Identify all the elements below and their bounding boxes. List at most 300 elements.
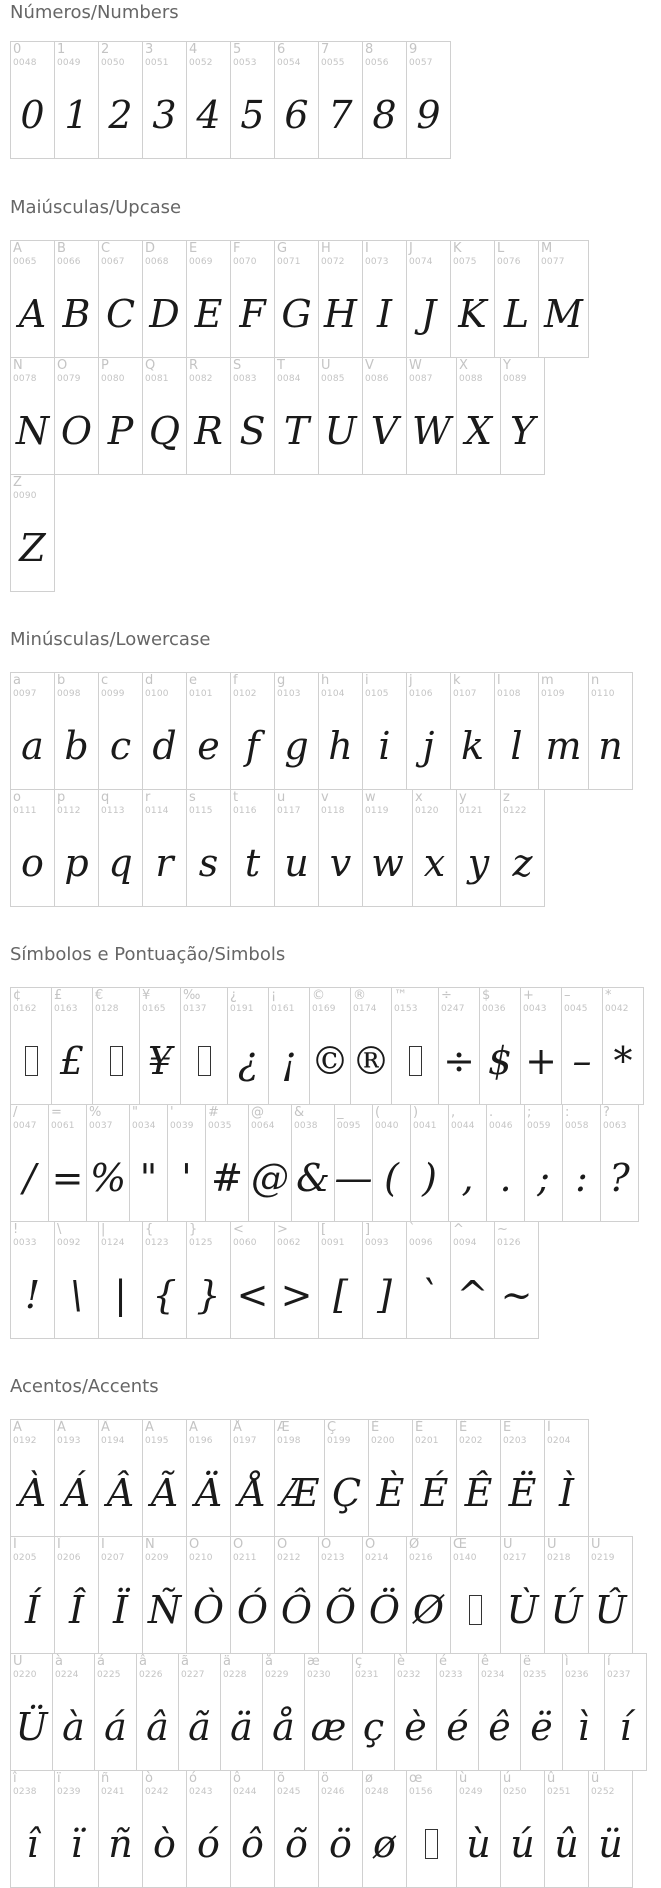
glyph-cell bbox=[248, 1104, 292, 1222]
glyph-preview: Û bbox=[594, 1588, 627, 1632]
glyph-code-label: 0058 bbox=[565, 1121, 589, 1131]
glyph-code-label: 0055 bbox=[321, 58, 345, 68]
glyph-preview: \ bbox=[70, 1273, 83, 1317]
glyph-character-label: j bbox=[409, 673, 413, 688]
glyph-code-label: 0065 bbox=[13, 257, 37, 267]
glyph-cell bbox=[450, 1221, 495, 1339]
glyph-character-label: u bbox=[277, 790, 286, 805]
glyph-character-label: 4 bbox=[189, 42, 198, 57]
glyph-cell bbox=[142, 1770, 187, 1888]
glyph-character-label: á bbox=[97, 1654, 105, 1669]
glyph-code-label: 0033 bbox=[13, 1238, 37, 1248]
glyph-code-label: 0237 bbox=[607, 1670, 631, 1680]
glyph-cell bbox=[588, 672, 633, 790]
glyph-code-label: 0163 bbox=[54, 1004, 78, 1014]
glyph-cell bbox=[262, 1653, 305, 1771]
glyph-character-label: n bbox=[591, 673, 600, 688]
glyph-preview: G bbox=[281, 292, 312, 336]
glyph-preview: I bbox=[376, 292, 392, 336]
glyph-character-label: + bbox=[523, 988, 534, 1003]
glyph-code-label: 0244 bbox=[233, 1787, 257, 1797]
glyph-code-label: 0108 bbox=[497, 689, 521, 699]
glyph-cell bbox=[51, 987, 93, 1105]
glyph-code-label: 0193 bbox=[57, 1436, 81, 1446]
glyph-preview: ! bbox=[24, 1273, 41, 1317]
glyph-code-label: 0059 bbox=[527, 1121, 551, 1131]
glyph-character-label: ‰ bbox=[183, 988, 201, 1003]
glyph-cell bbox=[10, 41, 55, 159]
glyph-cell bbox=[10, 357, 55, 475]
glyph-cell bbox=[178, 1653, 221, 1771]
glyph-cell bbox=[318, 1770, 363, 1888]
glyph-code-label: 0052 bbox=[189, 58, 213, 68]
glyph-preview: g bbox=[284, 724, 309, 768]
glyph-preview: E bbox=[194, 292, 223, 336]
glyph-cell bbox=[10, 1770, 55, 1888]
glyph-cell bbox=[10, 1536, 55, 1654]
glyph-code-label: 0126 bbox=[497, 1238, 521, 1248]
glyph-cell bbox=[324, 1419, 369, 1537]
glyph-code-label: 0075 bbox=[453, 257, 477, 267]
glyph-code-label: 0100 bbox=[145, 689, 169, 699]
glyph-cell bbox=[142, 357, 187, 475]
glyph-cell bbox=[98, 1221, 143, 1339]
glyph-cell bbox=[438, 987, 480, 1105]
glyph-code-label: 0077 bbox=[541, 257, 565, 267]
glyph-code-label: 0120 bbox=[415, 806, 439, 816]
glyph-character-label: A bbox=[13, 241, 22, 256]
glyph-character-label: £ bbox=[54, 988, 63, 1003]
glyph-preview: z bbox=[512, 841, 533, 885]
glyph-preview: ò bbox=[153, 1822, 176, 1866]
glyph-character-label: M bbox=[541, 241, 553, 256]
glyph-cell bbox=[54, 789, 99, 907]
glyph-preview: @ bbox=[251, 1156, 289, 1200]
glyph-cell bbox=[274, 357, 319, 475]
glyph-preview: . bbox=[499, 1156, 512, 1200]
glyph-code-label: 0205 bbox=[13, 1553, 37, 1563]
glyph-character-label: l bbox=[497, 673, 501, 688]
glyph-preview: Ñ bbox=[147, 1588, 182, 1632]
glyph-cell bbox=[230, 41, 275, 159]
glyph-character-label: Ï bbox=[101, 1537, 105, 1552]
glyph-cell bbox=[318, 41, 363, 159]
glyph-cell bbox=[54, 357, 99, 475]
glyph-code-label: 0174 bbox=[353, 1004, 377, 1014]
glyph-code-label: 0212 bbox=[277, 1553, 301, 1563]
glyph-cell bbox=[362, 357, 407, 475]
glyph-character-label: î bbox=[13, 1771, 17, 1786]
glyph-code-label: 0107 bbox=[453, 689, 477, 699]
glyph-character-label: @ bbox=[251, 1105, 264, 1120]
glyph-cell bbox=[274, 672, 319, 790]
glyph-character-label: ) bbox=[413, 1105, 419, 1120]
glyph-cell bbox=[98, 357, 143, 475]
glyph-character-label: © bbox=[312, 988, 325, 1003]
glyph-cell bbox=[186, 789, 231, 907]
glyph-cell bbox=[54, 672, 99, 790]
glyph-character-label: R bbox=[189, 358, 199, 373]
glyph-character-label: \ bbox=[57, 1222, 62, 1237]
glyph-character-label: | bbox=[101, 1222, 106, 1237]
glyph-cell bbox=[291, 1104, 335, 1222]
glyph-character-label: Œ bbox=[453, 1537, 467, 1552]
glyph-character-label: Ø bbox=[409, 1537, 420, 1552]
glyph-code-label: 0092 bbox=[57, 1238, 81, 1248]
glyph-character-label: H bbox=[321, 241, 331, 256]
glyph-character-label: U bbox=[321, 358, 331, 373]
glyph-cell bbox=[139, 987, 181, 1105]
glyph-cell bbox=[230, 357, 275, 475]
glyph-code-label: 0083 bbox=[233, 374, 257, 384]
glyph-code-label: 0239 bbox=[57, 1787, 81, 1797]
glyph-character-label: z bbox=[503, 790, 510, 805]
glyph-code-label: 0192 bbox=[13, 1436, 37, 1446]
glyph-preview: ü bbox=[598, 1822, 623, 1866]
missing-glyph-box-icon bbox=[181, 1030, 227, 1092]
glyph-cell bbox=[10, 672, 55, 790]
glyph-character-label: ç bbox=[355, 1654, 363, 1669]
glyph-code-label: 0195 bbox=[145, 1436, 169, 1446]
glyph-preview: Å bbox=[238, 1471, 267, 1515]
glyph-code-label: 0082 bbox=[189, 374, 213, 384]
glyph-cell bbox=[10, 1653, 53, 1771]
glyph-code-label: 0103 bbox=[277, 689, 301, 699]
glyph-preview: ë bbox=[530, 1705, 553, 1749]
glyph-character-label: T bbox=[277, 358, 285, 373]
glyph-cell bbox=[500, 1770, 545, 1888]
glyph-character-label: Ü bbox=[13, 1654, 23, 1669]
glyph-character-label: – bbox=[564, 988, 571, 1003]
glyph-cell bbox=[186, 1221, 231, 1339]
glyph-cell bbox=[486, 1104, 525, 1222]
glyph-character-label: Ä bbox=[189, 1420, 198, 1435]
glyph-character-label: N bbox=[13, 358, 23, 373]
glyph-cell bbox=[52, 1653, 95, 1771]
glyph-code-label: 0115 bbox=[189, 806, 213, 816]
glyph-character-label: ô bbox=[233, 1771, 241, 1786]
glyph-character-label: Ô bbox=[277, 1537, 288, 1552]
glyph-character-label: K bbox=[453, 241, 462, 256]
glyph-code-label: 0119 bbox=[365, 806, 389, 816]
glyph-preview: F bbox=[239, 292, 266, 336]
glyph-cell bbox=[334, 1104, 373, 1222]
glyph-code-label: 0038 bbox=[294, 1121, 318, 1131]
glyph-preview: p bbox=[64, 841, 89, 885]
glyph-code-label: 0109 bbox=[541, 689, 565, 699]
glyph-preview: Í bbox=[24, 1588, 40, 1632]
glyph-preview: ú bbox=[510, 1822, 535, 1866]
glyph-preview: Ù bbox=[506, 1588, 539, 1632]
glyph-preview: k bbox=[460, 724, 485, 768]
glyph-preview: W bbox=[411, 409, 452, 453]
glyph-cell bbox=[274, 789, 319, 907]
glyph-preview: n bbox=[598, 724, 623, 768]
glyph-preview: s bbox=[198, 841, 219, 885]
glyph-preview: Ì bbox=[558, 1471, 574, 1515]
glyph-cell bbox=[230, 240, 275, 358]
glyph-code-label: 0216 bbox=[409, 1553, 433, 1563]
glyph-code-label: 0123 bbox=[145, 1238, 169, 1248]
glyph-cell bbox=[406, 357, 457, 475]
glyph-cell bbox=[318, 357, 363, 475]
glyph-cell bbox=[562, 1653, 605, 1771]
glyph-preview: Ö bbox=[368, 1588, 401, 1632]
glyph-code-label: 0125 bbox=[189, 1238, 213, 1248]
glyph-cell bbox=[362, 1536, 407, 1654]
glyph-character-label: Z bbox=[13, 475, 22, 490]
glyph-character-label: À bbox=[13, 1420, 22, 1435]
glyph-preview: Õ bbox=[324, 1588, 357, 1632]
glyph-preview: Ü bbox=[15, 1705, 48, 1749]
glyph-character-label: ~ bbox=[497, 1222, 508, 1237]
glyph-preview: r bbox=[155, 841, 174, 885]
missing-glyph-box-icon bbox=[407, 1813, 456, 1875]
glyph-preview: — bbox=[334, 1156, 373, 1200]
glyph-character-label: ^ bbox=[453, 1222, 464, 1237]
glyph-code-label: 0231 bbox=[355, 1670, 379, 1680]
glyph-preview: 3 bbox=[152, 93, 177, 137]
glyph-code-label: 0051 bbox=[145, 58, 169, 68]
glyph-code-label: 0165 bbox=[142, 1004, 166, 1014]
glyph-preview: ` bbox=[419, 1273, 438, 1317]
glyph-cell bbox=[544, 1536, 589, 1654]
glyph-code-label: 0201 bbox=[415, 1436, 439, 1446]
glyph-code-label: 0202 bbox=[459, 1436, 483, 1446]
glyph-preview: å bbox=[272, 1705, 295, 1749]
glyph-preview: S bbox=[239, 409, 266, 453]
glyph-cell bbox=[142, 240, 187, 358]
glyph-preview: D bbox=[149, 292, 180, 336]
glyph-character-label: ® bbox=[353, 988, 366, 1003]
glyph-preview: ; bbox=[537, 1156, 550, 1200]
glyph-character-label: È bbox=[371, 1420, 380, 1435]
glyph-code-label: 0140 bbox=[453, 1553, 477, 1563]
glyph-cell bbox=[54, 1536, 99, 1654]
glyph-cell bbox=[98, 240, 143, 358]
glyph-preview: ? bbox=[609, 1156, 630, 1200]
glyph-preview: 1 bbox=[64, 93, 89, 137]
glyph-cell bbox=[230, 1221, 275, 1339]
glyph-character-label: d bbox=[145, 673, 154, 688]
glyph-preview: ¥ bbox=[147, 1039, 173, 1083]
glyph-code-label: 0087 bbox=[409, 374, 433, 384]
glyph-cell bbox=[350, 987, 392, 1105]
section-title-upcase: Maiúsculas/Upcase bbox=[10, 197, 182, 218]
glyph-preview: 0 bbox=[20, 93, 45, 137]
glyph-preview: á bbox=[104, 1705, 127, 1749]
glyph-character-label: * bbox=[605, 988, 612, 1003]
glyph-cell bbox=[186, 240, 231, 358]
glyph-cell bbox=[98, 1419, 143, 1537]
glyph-character-label: ø bbox=[365, 1771, 373, 1786]
glyph-preview: X bbox=[464, 409, 493, 453]
glyph-cell bbox=[362, 41, 407, 159]
glyph-character-label: ! bbox=[13, 1222, 19, 1237]
glyph-preview: î bbox=[26, 1822, 39, 1866]
glyph-character-label: = bbox=[51, 1105, 62, 1120]
glyph-preview: Î bbox=[68, 1588, 84, 1632]
glyph-character-label: r bbox=[145, 790, 151, 805]
glyph-character-label: ¿ bbox=[230, 988, 237, 1003]
glyph-character-label: # bbox=[208, 1105, 219, 1120]
glyph-preview: | bbox=[114, 1273, 127, 1317]
glyph-character-label: C bbox=[101, 241, 111, 256]
glyph-cell bbox=[478, 1653, 521, 1771]
glyph-preview: 4 bbox=[196, 93, 221, 137]
glyph-code-label: 0101 bbox=[189, 689, 213, 699]
glyph-cell bbox=[500, 789, 545, 907]
glyph-code-label: 0060 bbox=[233, 1238, 257, 1248]
glyph-code-label: 0071 bbox=[277, 257, 301, 267]
glyph-cell bbox=[450, 672, 495, 790]
glyph-code-label: 0049 bbox=[57, 58, 81, 68]
glyph-cell bbox=[406, 672, 451, 790]
glyph-preview: < bbox=[236, 1273, 269, 1317]
glyph-character-label: e bbox=[189, 673, 197, 688]
glyph-preview: Ó bbox=[236, 1588, 269, 1632]
glyph-preview: R bbox=[194, 409, 223, 453]
glyph-code-label: 0236 bbox=[565, 1670, 589, 1680]
glyph-cell bbox=[230, 789, 275, 907]
glyph-code-label: 0207 bbox=[101, 1553, 125, 1563]
glyph-character-label: € bbox=[95, 988, 104, 1003]
glyph-code-label: 0232 bbox=[397, 1670, 421, 1680]
glyph-cell bbox=[268, 987, 310, 1105]
glyph-preview: O bbox=[60, 409, 93, 453]
glyph-preview: > bbox=[280, 1273, 313, 1317]
glyph-code-label: 0250 bbox=[503, 1787, 527, 1797]
glyph-character-label: o bbox=[13, 790, 21, 805]
glyph-character-label: L bbox=[497, 241, 505, 256]
glyph-cell bbox=[406, 41, 451, 159]
glyph-code-label: 0242 bbox=[145, 1787, 169, 1797]
glyph-character-label: > bbox=[277, 1222, 288, 1237]
glyph-preview: Ô bbox=[280, 1588, 313, 1632]
glyph-preview: ì bbox=[577, 1705, 590, 1749]
glyph-preview: è bbox=[404, 1705, 427, 1749]
glyph-preview: ' bbox=[181, 1156, 192, 1200]
glyph-preview: Â bbox=[106, 1471, 135, 1515]
glyph-preview: 2 bbox=[108, 93, 133, 137]
glyph-character-label: t bbox=[233, 790, 239, 805]
glyph-code-label: 0044 bbox=[451, 1121, 475, 1131]
glyph-code-label: 0112 bbox=[57, 806, 81, 816]
glyph-character-label: O bbox=[57, 358, 68, 373]
glyph-character-label: p bbox=[57, 790, 66, 805]
glyph-cell bbox=[394, 1653, 437, 1771]
glyph-code-label: 0068 bbox=[145, 257, 169, 267]
glyph-code-label: 0230 bbox=[307, 1670, 331, 1680]
glyph-code-label: 0199 bbox=[327, 1436, 351, 1446]
glyph-cell bbox=[54, 41, 99, 159]
glyph-character-label: c bbox=[101, 673, 109, 688]
glyph-code-label: 0225 bbox=[97, 1670, 121, 1680]
glyph-cell bbox=[456, 1770, 501, 1888]
glyph-code-label: 0056 bbox=[365, 58, 389, 68]
glyph-character-label: V bbox=[365, 358, 374, 373]
glyph-preview: : bbox=[575, 1156, 588, 1200]
glyph-cell bbox=[410, 1104, 449, 1222]
glyph-preview: y bbox=[467, 841, 490, 885]
glyph-cell bbox=[142, 1221, 187, 1339]
glyph-cell bbox=[412, 789, 457, 907]
glyph-code-label: 0235 bbox=[523, 1670, 547, 1680]
glyph-code-label: 0247 bbox=[441, 1004, 465, 1014]
glyph-preview: ù bbox=[466, 1822, 491, 1866]
glyph-code-label: 0069 bbox=[189, 257, 213, 267]
glyph-cell bbox=[10, 240, 55, 358]
glyph-code-label: 0050 bbox=[101, 58, 125, 68]
glyph-preview: / bbox=[23, 1156, 36, 1200]
glyph-code-label: 0156 bbox=[409, 1787, 433, 1797]
glyph-cell bbox=[520, 987, 562, 1105]
glyph-cell bbox=[602, 987, 644, 1105]
glyph-character-label: " bbox=[132, 1105, 138, 1120]
glyph-code-label: 0249 bbox=[459, 1787, 483, 1797]
glyph-preview: K bbox=[458, 292, 487, 336]
glyph-code-label: 0233 bbox=[439, 1670, 463, 1680]
glyph-character-label: 7 bbox=[321, 42, 330, 57]
glyph-preview: Ë bbox=[508, 1471, 537, 1515]
glyph-cell bbox=[362, 1770, 407, 1888]
glyph-cell bbox=[10, 1419, 55, 1537]
glyph-code-label: 0067 bbox=[101, 257, 125, 267]
glyph-character-label: ë bbox=[523, 1654, 531, 1669]
glyph-cell bbox=[274, 1536, 319, 1654]
glyph-cell bbox=[167, 1104, 206, 1222]
glyph-character-label: b bbox=[57, 673, 66, 688]
glyph-preview: f bbox=[245, 724, 260, 768]
glyph-preview: Q bbox=[148, 409, 181, 453]
glyph-character-label: ï bbox=[57, 1771, 61, 1786]
glyph-code-label: 0110 bbox=[591, 689, 615, 699]
glyph-code-label: 0070 bbox=[233, 257, 257, 267]
glyph-character-label: Ú bbox=[547, 1537, 557, 1552]
glyph-preview: + bbox=[525, 1039, 557, 1083]
glyph-code-label: 0098 bbox=[57, 689, 81, 699]
glyph-character-label: ] bbox=[365, 1222, 371, 1237]
glyph-preview: j bbox=[422, 724, 435, 768]
glyph-cell bbox=[318, 789, 363, 907]
glyph-preview: a bbox=[21, 724, 44, 768]
glyph-preview: ® bbox=[352, 1039, 390, 1083]
glyph-character-label: Î bbox=[57, 1537, 61, 1552]
glyph-character-label: Ë bbox=[503, 1420, 512, 1435]
glyph-code-label: 0097 bbox=[13, 689, 37, 699]
glyph-cell bbox=[456, 1419, 501, 1537]
glyph-cell bbox=[98, 41, 143, 159]
glyph-cell bbox=[186, 41, 231, 159]
glyph-preview: ~ bbox=[500, 1273, 533, 1317]
glyph-cell bbox=[10, 1104, 49, 1222]
glyph-preview: æ bbox=[310, 1705, 347, 1749]
glyph-code-label: 0200 bbox=[371, 1436, 395, 1446]
glyph-cell bbox=[186, 1419, 231, 1537]
glyph-cell bbox=[412, 1419, 457, 1537]
section-title-lowercase: Minúsculas/Lowercase bbox=[10, 629, 211, 650]
glyph-character-label: Ñ bbox=[145, 1537, 155, 1552]
glyph-code-label: 0161 bbox=[271, 1004, 295, 1014]
glyph-preview: $ bbox=[487, 1039, 513, 1083]
section-title-accents: Acentos/Accents bbox=[10, 1376, 159, 1397]
glyph-cell bbox=[538, 240, 589, 358]
glyph-preview: v bbox=[329, 841, 352, 885]
glyph-cell bbox=[362, 1221, 407, 1339]
glyph-preview: ê bbox=[488, 1705, 511, 1749]
glyph-cell bbox=[406, 240, 451, 358]
section-title-numbers: Números/Numbers bbox=[10, 2, 179, 23]
